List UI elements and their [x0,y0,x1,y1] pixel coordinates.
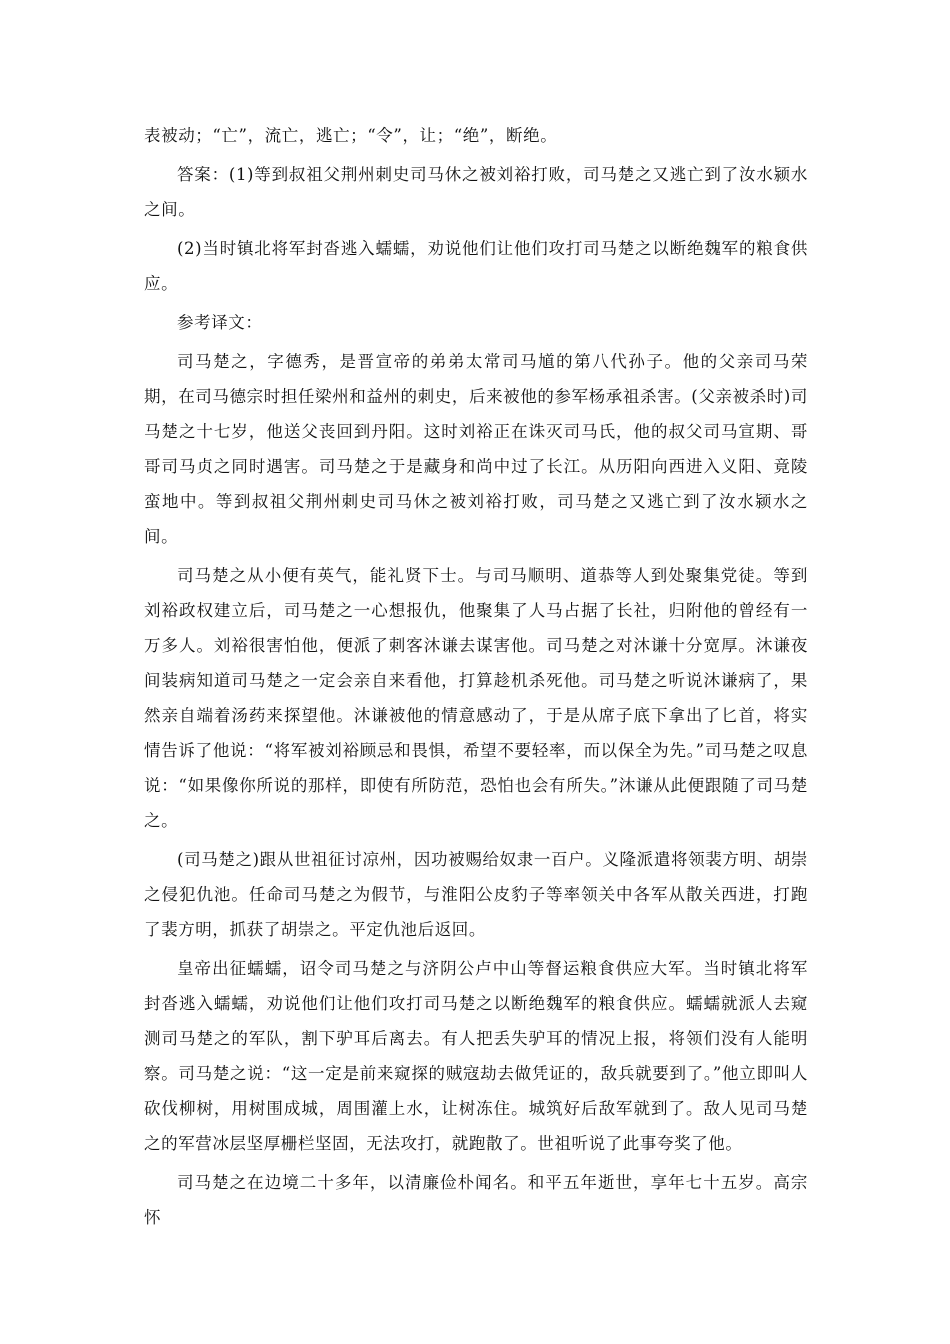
paragraph-answer-2: (2)当时镇北将军封沓逃入蠕蠕，劝说他们让他们攻打司马楚之以断绝魏军的粮食供应。 [144,239,808,293]
paragraph-translation-1: 司马楚之，字德秀，是晋宣帝的弟弟太常司马馗的第八代孙子。他的父亲司马荣期，在司马德宗时担任梁州和益州的刺史，后来被他的参军杨承祖杀害。(父亲被杀时)司马楚之十七岁，他送父丧回到丹阳。这时刘裕正在诛灭司马氏，他的叔父司马宣期、哥哥司马贞之同时遇害。司马楚之于是藏身和尚中过了长江。从历阳向西进入义阳、竟陵蛮地中。等到叔祖父荆州刺史司马休之被刘裕打败，司马楚之又逃亡到了汝水颍水之间。 [144,352,808,546]
paragraph-translation-3: (司马楚之)跟从世祖征讨凉州，因功被赐给奴隶一百户。义隆派遣将领裴方明、胡崇之侵犯仇池。任命司马楚之为假节，与淮阳公皮豹子等率领关中各军从散关西进，打跑了裴方明，抓获了胡崇之。平定仇池后返回。 [144,850,808,939]
paragraph-annotation-continued: 表被动；“亡”，流亡，逃亡；“令”，让；“绝”，断绝。 [144,126,558,145]
paragraph-translation-4: 皇帝出征蠕蠕，诏令司马楚之与济阴公卢中山等督运粮食供应大军。当时镇北将军封沓逃入蠕蠕，劝说他们让他们攻打司马楚之以断绝魏军的粮食供应。蠕蠕就派人去窥测司马楚之的军队，割下驴耳后离去。有人把丢失驴耳的情况上报，将领们没有人能明察。司马楚之说：“这一定是前来窥探的贼寇劫去做凭证的，敌兵就要到了。”他立即叫人砍伐柳树，用树围成城，周围灌上水，让树冻住。城筑好后敌军就到了。敌人见司马楚之的军营冰层坚厚栅栏坚固，无法攻打，就跑散了。世祖听说了此事夸奖了他。 [144,959,808,1153]
document-body [144,118,808,1239]
paragraph-translation-5: 司马楚之在边境二十多年，以清廉俭朴闻名。和平五年逝世，享年七十五岁。高宗怀 [144,1173,808,1227]
paragraph-translation-2: 司马楚之从小便有英气，能礼贤下士。与司马顺明、道恭等人到处聚集党徒。等到刘裕政权建立后，司马楚之一心想报仇，他聚集了人马占据了长社，归附他的曾经有一万多人。刘裕很害怕他，便派了刺客沐谦去谋害他。司马楚之对沐谦十分宽厚。沐谦夜间装病知道司马楚之一定会亲自来看他，打算趁机杀死他。司马楚之听说沐谦病了，果然亲自端着汤药来探望他。沐谦被他的情意感动了，于是从席子底下拿出了匕首，将实情告诉了他说：“将军被刘裕顾忌和畏惧，希望不要轻率，而以保全为先。”司马楚之叹息说：“如果像你所说的那样，即使有所防范，恐怕也会有所失。”沐谦从此便跟随了司马楚之。 [144,566,808,830]
paragraph-reference-heading: 参考译文： [177,313,263,332]
paragraph-answer-1: 答案：(1)等到叔祖父荆州刺史司马休之被刘裕打败，司马楚之又逃亡到了汝水颍水之间。 [144,165,808,219]
